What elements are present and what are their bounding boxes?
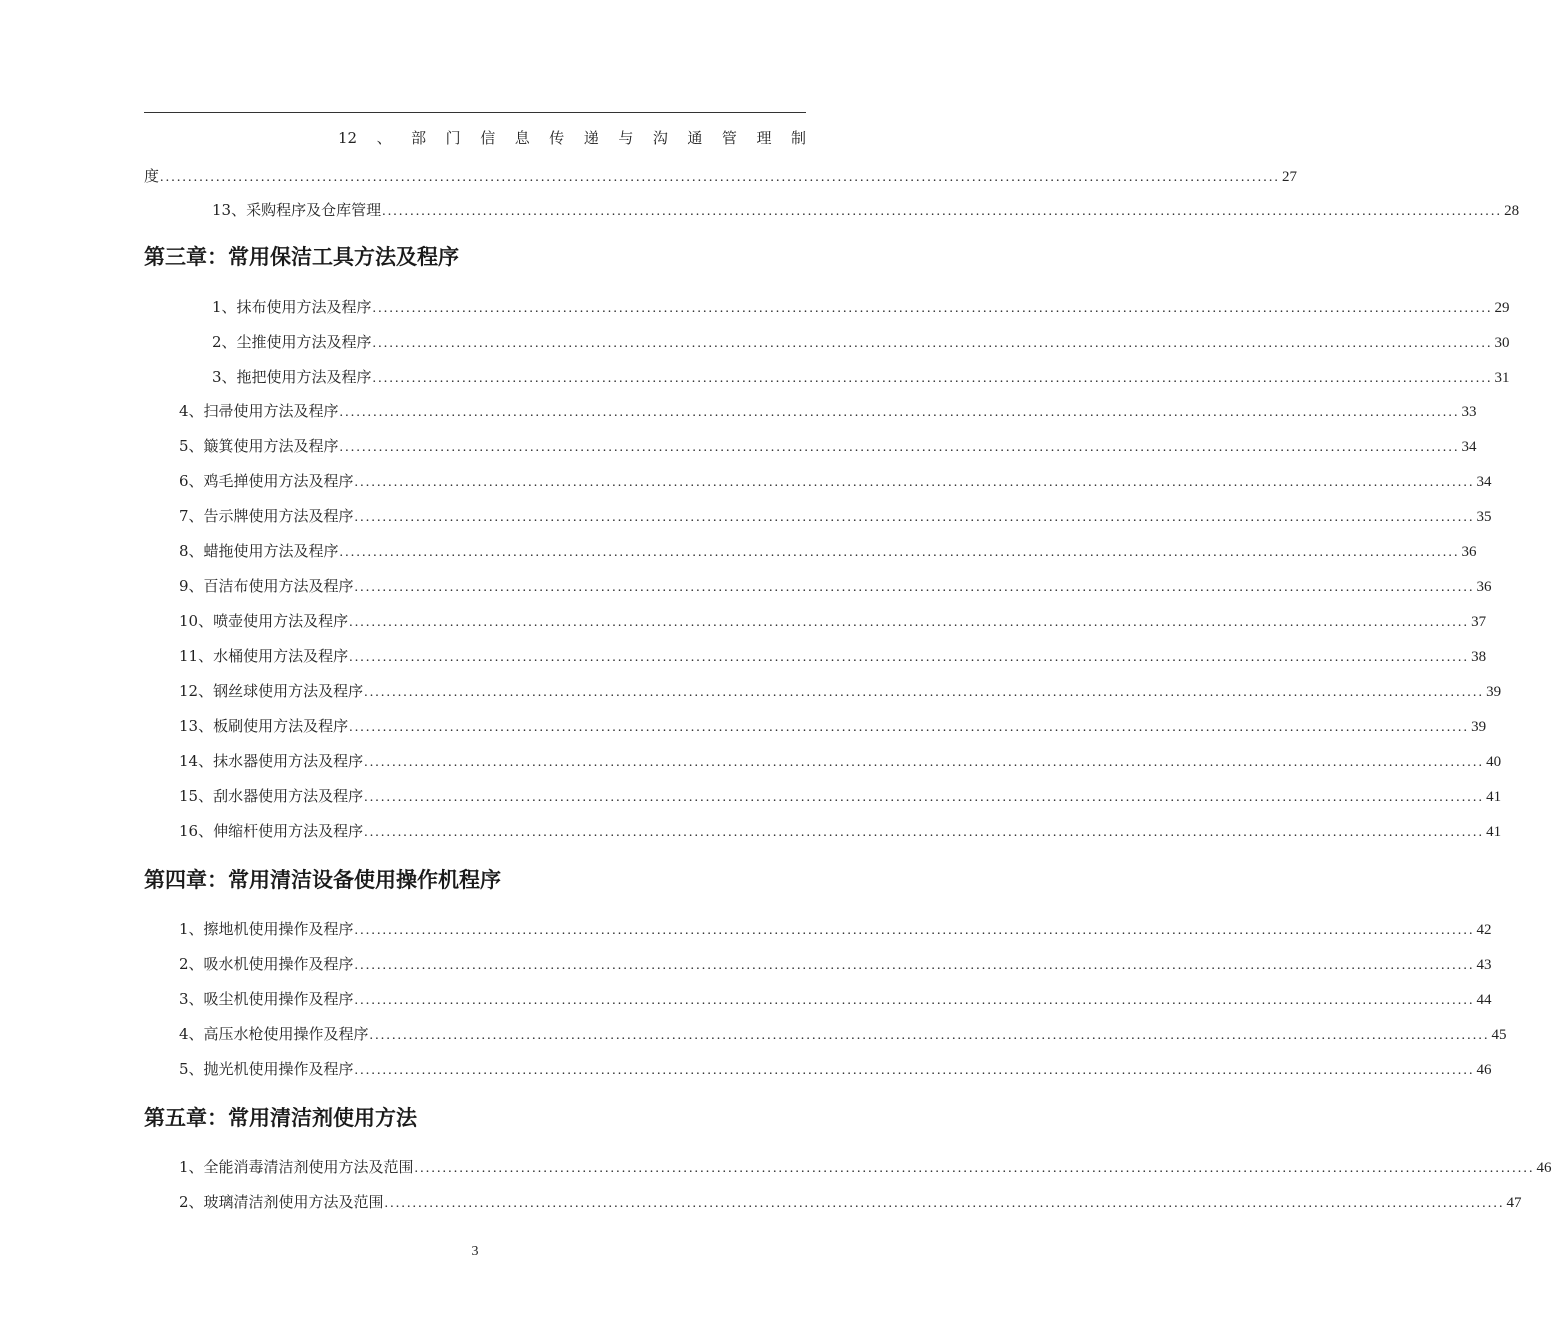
- toc-entry-label: 1、全能消毒清洁剂使用方法及范围: [179, 1158, 414, 1176]
- toc-page-number: 45: [1491, 1027, 1507, 1043]
- toc-leader-dots: ........................................................................................................................................................................................................: [372, 371, 1493, 386]
- toc-page-number: 33: [1461, 404, 1477, 420]
- toc-char: 通: [687, 129, 703, 147]
- toc-leader-dots: ........................................................................................................................................................................................................: [372, 301, 1493, 316]
- toc-page-number: 46: [1536, 1160, 1552, 1176]
- toc-char: 理: [756, 129, 772, 147]
- toc-leader-dots: ........................................................................................................................................................................................................: [354, 993, 1475, 1008]
- toc-leader-dots: ........................................................................................................................................................................................................: [364, 790, 1485, 805]
- toc-entry-label: 1、擦地机使用操作及程序: [179, 920, 354, 938]
- toc-page-number: 35: [1476, 509, 1492, 525]
- toc-leader-dots: ........................................................................................................................................................................................................: [369, 1028, 1490, 1043]
- toc-entry-label: 5、簸箕使用方法及程序: [179, 437, 339, 455]
- toc-entry[interactable]: [212, 366, 1510, 388]
- toc-leader-dots: ........................................................................................................................................................................................................: [354, 1063, 1475, 1078]
- toc-entry-label: 1、抹布使用方法及程序: [212, 298, 372, 316]
- toc-page-number: 37: [1471, 614, 1487, 630]
- toc-char: 传: [549, 129, 565, 147]
- chapter-3-heading[interactable]: 第三章：常用保洁工具方法及程序: [144, 245, 459, 269]
- toc-leader-dots: ........................................................................................................................................................................................................: [354, 923, 1475, 938]
- toc-entry-13[interactable]: [212, 199, 1520, 221]
- toc-entry[interactable]: [179, 645, 1487, 667]
- toc-entry[interactable]: [179, 785, 1502, 807]
- toc-page-number: 41: [1486, 789, 1502, 805]
- toc-entry-label: 13、采购程序及仓库管理: [212, 201, 382, 219]
- toc-entry-label: 4、高压水枪使用操作及程序: [179, 1025, 369, 1043]
- toc-entry-label: 度: [144, 167, 160, 185]
- toc-leader-dots: ........................................................................................................................................................................................................: [354, 475, 1475, 490]
- toc-leader-dots: ........................................................................................................................................................................................................: [160, 170, 1281, 185]
- toc-leader-dots: ........................................................................................................................................................................................................: [414, 1161, 1535, 1176]
- toc-entry-label: 4、扫帚使用方法及程序: [179, 402, 339, 420]
- toc-page-number: 39: [1486, 684, 1502, 700]
- toc-page-number: 29: [1494, 300, 1510, 316]
- toc-char: 息: [514, 129, 530, 147]
- toc-page-number: 36: [1476, 579, 1492, 595]
- toc-char: 管: [721, 129, 737, 147]
- toc-leader-dots: ........................................................................................................................................................................................................: [339, 405, 1460, 420]
- toc-entry[interactable]: [179, 540, 1477, 562]
- toc-char: 、: [376, 129, 392, 147]
- toc-entry[interactable]: [212, 331, 1510, 353]
- toc-leader-dots: ........................................................................................................................................................................................................: [364, 825, 1485, 840]
- toc-page-number: 36: [1461, 544, 1477, 560]
- toc-entry[interactable]: [179, 715, 1487, 737]
- toc-leader-dots: ........................................................................................................................................................................................................: [339, 545, 1460, 560]
- toc-page-number: 44: [1476, 992, 1492, 1008]
- toc-entry-label: 7、告示牌使用方法及程序: [179, 507, 354, 525]
- toc-page-number: 41: [1486, 824, 1502, 840]
- toc-entry[interactable]: [179, 1156, 1552, 1178]
- toc-leader-dots: ........................................................................................................................................................................................................: [384, 1196, 1505, 1211]
- toc-page-number: 34: [1461, 439, 1477, 455]
- toc-entry-12-second-line[interactable]: [144, 165, 1298, 187]
- toc-char: 递: [583, 129, 599, 147]
- toc-entry-label: 3、拖把使用方法及程序: [212, 368, 372, 386]
- toc-entry[interactable]: [179, 953, 1492, 975]
- toc-entry[interactable]: [179, 400, 1477, 422]
- toc-entry-label: 3、吸尘机使用操作及程序: [179, 990, 354, 1008]
- toc-leader-dots: ........................................................................................................................................................................................................: [349, 650, 1470, 665]
- toc-leader-dots: ........................................................................................................................................................................................................: [364, 755, 1485, 770]
- toc-page-number: 38: [1471, 649, 1487, 665]
- toc-leader-dots: ........................................................................................................................................................................................................: [372, 336, 1493, 351]
- chapter-4-heading[interactable]: 第四章：常用清洁设备使用操作机程序: [144, 868, 501, 892]
- toc-leader-dots: ........................................................................................................................................................................................................: [354, 580, 1475, 595]
- toc-page-number: 39: [1471, 719, 1487, 735]
- toc-page-number: 46: [1476, 1062, 1492, 1078]
- toc-page-number: 40: [1486, 754, 1502, 770]
- chapter-5-heading[interactable]: 第五章：常用清洁剂使用方法: [144, 1106, 417, 1130]
- toc-entry-label: 15、刮水器使用方法及程序: [179, 787, 364, 805]
- toc-entry[interactable]: [179, 435, 1477, 457]
- toc-entry[interactable]: [179, 680, 1502, 702]
- toc-page-number: 31: [1494, 370, 1510, 386]
- header-rule: [144, 112, 806, 113]
- toc-leader-dots: ........................................................................................................................................................................................................: [349, 615, 1470, 630]
- toc-entry-label: 2、尘推使用方法及程序: [212, 333, 372, 351]
- toc-page-number: 28: [1504, 203, 1520, 219]
- toc-entry[interactable]: [179, 470, 1492, 492]
- toc-entry[interactable]: [179, 1023, 1507, 1045]
- toc-char: 信: [480, 129, 496, 147]
- toc-entry-label: 16、伸缩杆使用方法及程序: [179, 822, 364, 840]
- toc-leader-dots: ........................................................................................................................................................................................................: [364, 685, 1485, 700]
- toc-leader-dots: ........................................................................................................................................................................................................: [354, 958, 1475, 973]
- toc-page-number: 27: [1282, 169, 1298, 185]
- toc-leader-dots: ........................................................................................................................................................................................................: [354, 510, 1475, 525]
- toc-leader-dots: ........................................................................................................................................................................................................: [339, 440, 1460, 455]
- toc-entry[interactable]: [212, 296, 1510, 318]
- toc-entry[interactable]: [179, 988, 1492, 1010]
- toc-entry-label: 2、玻璃清洁剂使用方法及范围: [179, 1193, 384, 1211]
- toc-entry[interactable]: [179, 1058, 1492, 1080]
- toc-page-number: 34: [1476, 474, 1492, 490]
- toc-entry-label: 11、水桶使用方法及程序: [179, 647, 349, 665]
- toc-entry-label: 12、钢丝球使用方法及程序: [179, 682, 364, 700]
- toc-char: 12: [338, 129, 358, 147]
- toc-entry[interactable]: [179, 918, 1492, 940]
- toc-leader-dots: ........................................................................................................................................................................................................: [382, 204, 1503, 219]
- toc-char: 部: [411, 129, 427, 147]
- toc-entry-label: 8、蜡拖使用方法及程序: [179, 542, 339, 560]
- toc-char: 沟: [652, 129, 668, 147]
- toc-page-number: 42: [1476, 922, 1492, 938]
- toc-entry[interactable]: [179, 610, 1487, 632]
- toc-char: 制: [790, 129, 806, 147]
- toc-leader-dots: ........................................................................................................................................................................................................: [349, 720, 1470, 735]
- toc-entry-12-first-line[interactable]: [338, 127, 806, 149]
- toc-entry-label: 5、抛光机使用操作及程序: [179, 1060, 354, 1078]
- toc-entry-label: 14、抹水器使用方法及程序: [179, 752, 364, 770]
- toc-entry[interactable]: [179, 750, 1502, 772]
- toc-page-number: 43: [1476, 957, 1492, 973]
- toc-entry-label: 10、喷壶使用方法及程序: [179, 612, 349, 630]
- toc-entry[interactable]: [179, 1191, 1522, 1213]
- toc-char: 门: [445, 129, 461, 147]
- toc-entry-label: 9、百洁布使用方法及程序: [179, 577, 354, 595]
- toc-entry-label: 6、鸡毛掸使用方法及程序: [179, 472, 354, 490]
- toc-entry[interactable]: [179, 575, 1492, 597]
- toc-entry-label: 2、吸水机使用操作及程序: [179, 955, 354, 973]
- toc-page-number: 30: [1494, 335, 1510, 351]
- toc-entry-label: 13、板刷使用方法及程序: [179, 717, 349, 735]
- toc-entry[interactable]: [179, 505, 1492, 527]
- page-number: 3: [471, 1244, 479, 1259]
- toc-entry[interactable]: [179, 820, 1502, 842]
- toc-page-number: 47: [1506, 1195, 1522, 1211]
- toc-char: 与: [618, 129, 634, 147]
